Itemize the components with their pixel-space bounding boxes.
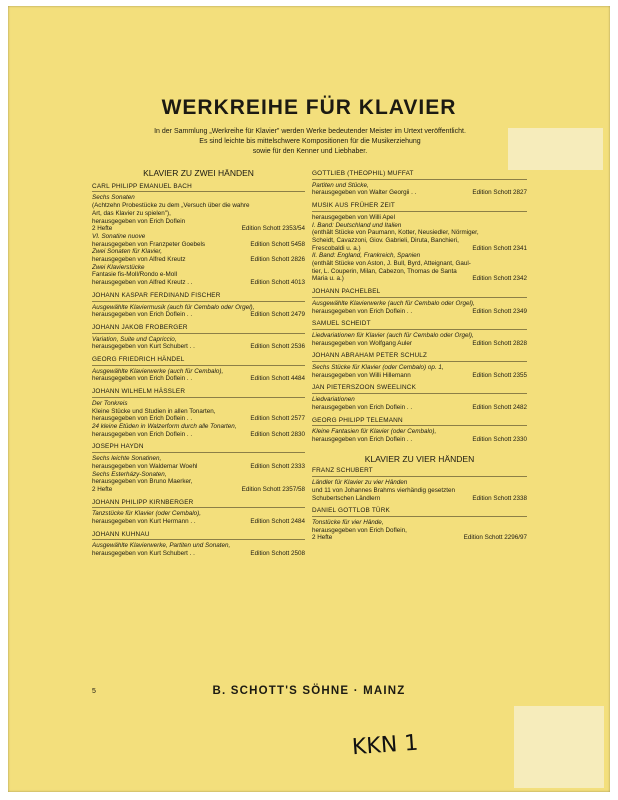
edition-line (92, 311, 305, 319)
work-title: Ländler für Klavier zu vier Händen (312, 479, 408, 487)
work-text: Kleine Stücke und Studien in allen Tonarten, (92, 407, 216, 415)
edition-number: Edition Schott 2338 (472, 494, 527, 502)
composer-name: GOTTLIEB (THEOPHIL) MUFFAT (312, 170, 414, 177)
catalog-entry (312, 288, 527, 315)
work-text: herausgegeben von Bruno Maerker, (92, 478, 193, 486)
work-text: 2 Hefte (312, 534, 333, 542)
work-text: herausgegeben von Erich Doflein . . (92, 375, 193, 383)
edition-number: Edition Schott 2828 (472, 339, 527, 347)
section-heading-two-hands: KLAVIER ZU ZWEI HÄNDEN (143, 168, 254, 178)
work-title: Sechs Stücke für Klavier (oder Cembalo) op. 1, (312, 364, 444, 372)
catalog-entry (92, 183, 305, 287)
work-text: Scheidt, Cavazzoni, Giov. Gabrieli, Diruta, Banchieri, (312, 236, 459, 244)
catalog-entry (312, 384, 527, 411)
work-title: Tonstücke für vier Hände, (312, 518, 384, 526)
catalog-entry (312, 170, 527, 197)
divider (92, 452, 305, 453)
work-text: herausgegeben von Erich Doflein . . (312, 403, 413, 411)
edition-line (312, 404, 527, 412)
work-title: I. Band: Deutschland und Italien (312, 221, 402, 229)
edition-line (92, 241, 305, 249)
work-text: 2 Hefte (92, 225, 113, 233)
composer-name: FRANZ SCHUBERT (312, 467, 373, 475)
composer-name: JOHANN PACHELBEL (312, 288, 381, 296)
catalog-entry (92, 388, 305, 438)
composer-name: JOHANN KUHNAU (92, 530, 150, 538)
entry-list-right (312, 170, 527, 444)
edition-line (312, 308, 527, 316)
intro-text (90, 127, 530, 157)
divider (92, 397, 305, 398)
divider (312, 393, 527, 394)
edition-line (312, 189, 527, 197)
entry-list-four-hands (312, 467, 527, 542)
entry-list-left (92, 183, 305, 558)
edition-number: Edition Schott 4484 (250, 375, 305, 383)
edition-number: Edition Schott 2826 (250, 256, 305, 264)
composer-name: JOHANN JAKOB FROBERGER (92, 323, 188, 331)
work-title: VI. Sonatine nuove (92, 232, 146, 240)
divider (312, 361, 527, 362)
work-title: Variation, Suite und Capriccio, (92, 335, 177, 343)
work-title: Der Tonkreis (92, 399, 128, 407)
edition-number: Edition Schott 2484 (250, 518, 305, 526)
edition-line (312, 340, 527, 348)
divider (312, 297, 527, 298)
edition-line (92, 463, 305, 471)
composer-name: CARL PHILIPP EMANUEL BACH (92, 182, 192, 190)
work-text: herausgegeben von Kurt Schubert . . (92, 343, 195, 351)
edition-line (92, 431, 305, 439)
work-text: 2 Hefte (92, 485, 113, 493)
work-title: Ausgewählte Klavierwerke (auch für Cembalo), (92, 367, 224, 375)
edition-line (92, 343, 305, 351)
composer-name: MUSIK AUS FRÜHER ZEIT (312, 202, 396, 210)
right-column (312, 170, 527, 542)
page-number: 5 (92, 688, 96, 695)
work-text: herausgegeben von Kurt Hermann . . (92, 518, 196, 526)
work-text: (enthält Stücke von Aston, J. Bull, Byrd, Atteignant, Gaul- (312, 260, 471, 268)
divider (312, 476, 527, 477)
work-text: herausgegeben von Erich Doflein . . (92, 430, 193, 438)
work-title: Sechs Esterházy-Sonaten, (92, 470, 167, 478)
work-text: herausgegeben von Erich Doflein . . (312, 307, 413, 315)
composer-name: SAMUEL SCHEIDT (312, 320, 371, 328)
composer-name: JOHANN PHILIPP KIRNBERGER (92, 498, 194, 506)
composer-name: JOHANN ABRAHAM PETER SCHULZ (312, 352, 428, 360)
edition-number: Edition Schott 2479 (250, 311, 305, 319)
catalog-entry (92, 324, 305, 351)
work-text: Fantasie fis-Moll/Rondo e-Moll (92, 271, 178, 279)
work-title: Partiten und Stücke, (312, 181, 369, 189)
work-title: Ausgewählte Klavierwerke, Partiten und Sonaten, (92, 542, 231, 550)
work-text: (enthält Stücke von Paumann, Kotter, Neusiedler, Nörmiger, (312, 229, 479, 237)
composer-name: JOHANN WILHELM HÄSSLER (92, 388, 186, 396)
catalog-entry (312, 467, 527, 502)
edition-number: Edition Schott 2827 (472, 189, 527, 197)
work-title: 24 kleine Etüden in Walzerform durch alle Tonarten, (92, 422, 237, 430)
intro-line: Es sind leichte bis mittelschwere Kompositionen für die Musikerziehung (199, 138, 421, 145)
work-text: herausgegeben von Waldemar Woehl (92, 462, 198, 470)
work-text: tier, L. Couperin, Milan, Cabezon, Thomas de Santa (312, 267, 457, 275)
work-text: Schubertschen Ländlern (312, 494, 381, 502)
work-title: Sechs leichte Sonatinen, (92, 455, 162, 463)
edition-line (92, 486, 305, 494)
work-text: herausgegeben von Wolfgang Auler (312, 339, 413, 347)
edition-number: Edition Schott 2353/54 (241, 225, 305, 233)
work-text: herausgegeben von Franzpeter Goebels (92, 240, 206, 248)
work-title: Tanzstücke für Klavier (oder Cembalo), (92, 510, 201, 518)
work-title: Ausgewählte Klavierwerke (auch für Cembalo oder Orgel), (312, 299, 475, 307)
catalog-entry (312, 320, 527, 347)
edition-line (92, 279, 305, 287)
composer-name: DANIEL GOTTLOB TÜRK (312, 507, 391, 515)
work-title: Kleine Fantasien für Klavier (oder Cembalo), (312, 428, 437, 436)
edition-line (312, 534, 527, 542)
edition-number: Edition Schott 2341 (472, 244, 527, 252)
edition-line (92, 550, 305, 558)
divider (92, 507, 305, 508)
intro-line: sowie für den Kenner und Liebhaber. (252, 148, 368, 155)
edition-line (92, 518, 305, 526)
work-text: herausgegeben von Walter Georgii . . (312, 189, 417, 197)
catalog-entry (312, 352, 527, 379)
edition-number: Edition Schott 2349 (472, 307, 527, 315)
work-title: Liedvariationen (312, 396, 355, 404)
divider (312, 179, 527, 180)
divider (312, 516, 527, 517)
edition-line (92, 256, 305, 264)
publisher-imprint: B. SCHOTT'S SÖHNE · MAINZ (212, 685, 406, 697)
tape-patch-bottom (514, 706, 604, 788)
work-title: Zwei Sonaten für Klavier, (92, 248, 163, 256)
edition-line (92, 415, 305, 423)
work-title: Liedvariationen für Klavier (auch für Cembalo oder Orgel), (312, 331, 474, 339)
edition-line (312, 245, 527, 253)
edition-number: Edition Schott 5458 (250, 240, 305, 248)
edition-line (312, 372, 527, 380)
composer-name: JOHANN KASPAR FERDINAND FISCHER (92, 291, 221, 299)
work-text: (Achtzehn Probestücke zu dem „Versuch über die wahre (92, 202, 250, 210)
divider (92, 365, 305, 366)
edition-number: Edition Schott 2830 (250, 430, 305, 438)
composer-name: GEORG FRIEDRICH HÄNDEL (92, 356, 185, 364)
catalog-entry (92, 443, 305, 493)
composer-name: JOSEPH HAYDN (92, 443, 144, 451)
edition-number: Edition Schott 2577 (250, 415, 305, 423)
work-title: Ausgewählte Klaviermusik (auch für Cembalo oder Orgel), (92, 303, 255, 311)
divider (92, 191, 305, 192)
intro-line: In der Sammlung „Werkreihe für Klavier" werden Werke bedeutender Meister im Urtext veröffentlicht. (154, 128, 466, 135)
edition-line (92, 375, 305, 383)
work-title: Zwei Klavierstücke (92, 263, 145, 271)
work-title: Sechs Sonaten (92, 194, 135, 202)
edition-number: Edition Schott 2355 (472, 371, 527, 379)
work-text: herausgegeben von Erich Doflein (92, 217, 186, 225)
divider (312, 425, 527, 426)
edition-number: Edition Schott 2508 (250, 550, 305, 558)
composer-name: JAN PIETERSZOON SWEELINCK (312, 384, 417, 392)
edition-line (312, 275, 527, 283)
catalog-entry (92, 356, 305, 383)
edition-number: Edition Schott 2333 (250, 462, 305, 470)
work-text: und 11 von Johannes Brahms vierhändig gesetzten (312, 486, 456, 494)
work-text: Maria u. a.) (312, 275, 344, 283)
edition-number: Edition Schott 2482 (472, 403, 527, 411)
edition-line (312, 436, 527, 444)
catalog-entry (92, 292, 305, 319)
edition-number: Edition Schott 2296/97 (463, 534, 527, 542)
work-text: herausgegeben von Alfred Kreutz . . (92, 279, 193, 287)
divider (92, 539, 305, 540)
page-title: WERKREIHE FÜR KLAVIER (161, 96, 457, 119)
edition-line (312, 495, 527, 503)
edition-line (92, 225, 305, 233)
work-text: herausgegeben von Willi Hillemann (312, 371, 411, 379)
work-title: II. Band: England, Frankreich, Spanien (312, 252, 421, 260)
work-text: herausgegeben von Erich Doflein . . (92, 311, 193, 319)
work-text: herausgegeben von Willi Apel (312, 213, 395, 221)
work-text: herausgegeben von Kurt Schubert . . (92, 550, 195, 558)
edition-number: Edition Schott 2357/58 (241, 485, 305, 493)
catalog-entry (312, 417, 527, 444)
work-text: herausgegeben von Alfred Kreutz (92, 256, 186, 264)
section-heading-four-hands: KLAVIER ZU VIER HÄNDEN (364, 453, 475, 464)
edition-number: Edition Schott 2536 (250, 343, 305, 351)
catalog-entry (92, 499, 305, 526)
left-column (92, 170, 305, 558)
handwritten-note: KKN 1 (351, 730, 420, 761)
divider (92, 301, 305, 302)
divider (312, 329, 527, 330)
edition-number: Edition Schott 4013 (250, 279, 305, 287)
catalog-entry (312, 202, 527, 283)
work-text: Frescobaldi u. a.) (312, 244, 361, 252)
edition-number: Edition Schott 2330 (472, 435, 527, 443)
divider (312, 211, 527, 212)
work-text: herausgegeben von Erich Doflein . . (92, 415, 193, 423)
edition-number: Edition Schott 2342 (472, 275, 527, 283)
work-text: Art, das Klavier zu spielen"), (92, 209, 171, 217)
work-text: herausgegeben von Erich Doflein, (312, 526, 407, 534)
catalog-entry (312, 507, 527, 542)
work-text: herausgegeben von Erich Doflein . . (312, 435, 413, 443)
divider (92, 333, 305, 334)
composer-name: GEORG PHILIPP TELEMANN (312, 416, 403, 424)
catalog-entry (92, 531, 305, 558)
